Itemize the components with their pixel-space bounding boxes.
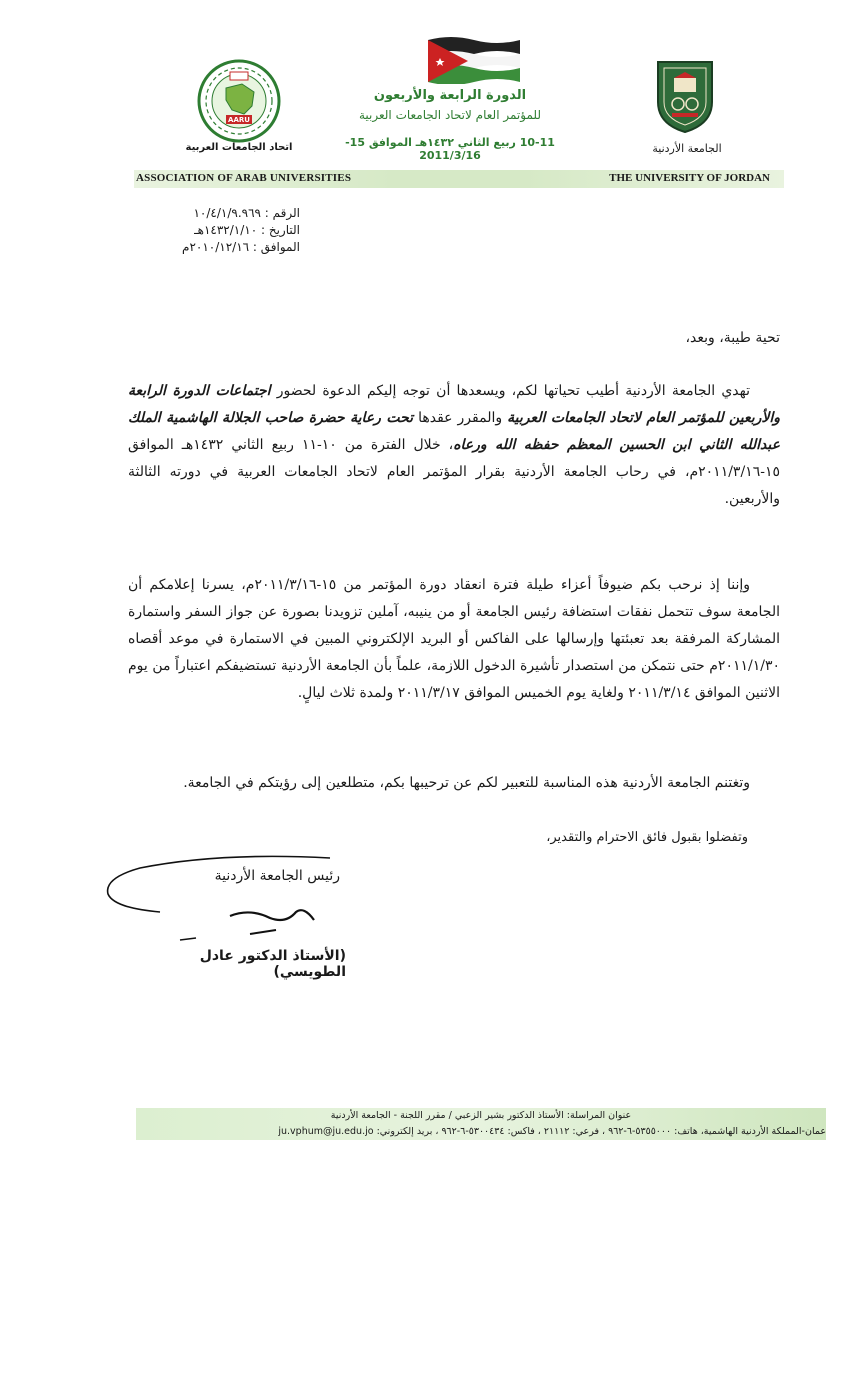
handwritten-signature — [100, 850, 360, 950]
aaru-emblem-logo — [196, 58, 282, 144]
uj-shield-logo — [654, 58, 716, 134]
p1-intro: تهدي الجامعة الأردنية أطيب تحياتها لكم، ويسعدها أن توجه إليكم الدعوة لحضور — [270, 383, 750, 399]
p1-patronage-emphasis: تحت رعاية حضرة صاحب الجلالة الهاشمية الملك عبدالله الثاني ابن الحسين المعظم حفظه الله ورعاه — [128, 410, 780, 453]
conference-subtitle: للمؤتمر العام لاتحاد الجامعات العربية — [358, 108, 542, 122]
aaru-logo-label: AARU — [228, 116, 250, 124]
association-name-en: ASSOCIATION OF ARAB UNIVERSITIES — [136, 172, 352, 184]
letter-closing: وتفضلوا بقبول فائق الاحترام والتقدير، — [546, 830, 748, 845]
p1-conference-emphasis: اجتماعات الدورة الرابعة والأربعين للمؤتمر العام لاتحاد الجامعات العربية — [128, 383, 780, 426]
letter-paragraph-1 — [128, 378, 780, 513]
conference-title: الدورة الرابعة والأربعون — [373, 88, 527, 103]
conference-dates: 10-11 ربيع الثاني ١٤٣٢هـ الموافق 15-2011/3/16 — [345, 136, 555, 162]
uj-caption: الجامعة الأردنية — [652, 142, 722, 155]
signatory-title: رئيس الجامعة الأردنية — [214, 868, 340, 884]
reference-date: التاريخ : ١٤٣٢/١/١٠هـ — [194, 223, 300, 237]
jordan-flag-icon — [428, 34, 520, 84]
reference-number: الرقم : ١٠/٤/١/٩.٩٦٩ — [193, 206, 300, 220]
p1-dates: ، خلال الفترة من ١٠-١١ ربيع الثاني ١٤٣٢هـ الموافق ١٥-٢٠١١/٣/١٦م، في رحاب الجامعة الأردنية بقرار المؤتمر العام لاتحاد الجامعات العربية في دورته الثالثة والأربعين. — [128, 437, 780, 507]
university-name-en: THE UNIVERSITY OF JORDAN — [609, 172, 770, 184]
letter-paragraph-3: وتغتنم الجامعة الأردنية هذه المناسبة للتعبير لكم عن ترحيبها بكم، متطلعين إلى رؤيتكم في الجامعة. — [183, 775, 750, 791]
footer-correspondence-address: عنوان المراسلة: الأستاذ الدكتور بشير الزعبي / مقرر اللجنة - الجامعة الأردنية — [330, 1110, 632, 1121]
signatory-name: (الأستاذ الدكتور عادل الطويسي) — [199, 948, 346, 980]
letter-paragraph-2: وإننا إذ نرحب بكم ضيوفاً أعزاء طيلة فترة انعقاد دورة المؤتمر من ١٥-٢٠١١/٣/١٦م، يسرنا إعلامكم أن الجامعة سوف تتحمل نفقات استضافة رئيس الجامعة أو من ينيبه، آملين تزويدنا بصورة عن جواز السفر واستمارة المشاركة المرفقة بعد تعبئتها وإرسالها على الفاكس أو البريد الإلكتروني المبين في الاستمارة في موعد أقصاه ٢٠١١/١/٣٠م حتى نتمكن من استصدار تأشيرة الدخول اللازمة، علماً بأن الجامعة الأردنية تستضيفكم اعتباراً من يوم الاثنين الموافق ٢٠١١/٣/١٤ ولغاية يوم الخميس الموافق ٢٠١١/٣/١٧ ولمدة ثلاث ليالٍ. — [128, 577, 780, 701]
p1-connector: والمقرر عقدها — [413, 410, 508, 426]
footer-contact-details: عمان-المملكة الأردنية الهاشمية، هاتف: ٥٣٥٥٠٠٠-٦-٩٦٢ ، فرعي: ٢١١١٢ ، فاكس: ٥٣٠٠٤٣٤-٦-٩٦٢ ، بريد إلكتروني: ju.vphum@ju.edu.jo — [278, 1126, 826, 1137]
aaru-caption: اتحاد الجامعات العربية — [185, 142, 293, 153]
reference-corresponding-date: الموافق : ٢٠١٠/١٢/١٦م — [182, 240, 300, 254]
letter-greeting: تحية طيبة، وبعد، — [685, 330, 780, 346]
